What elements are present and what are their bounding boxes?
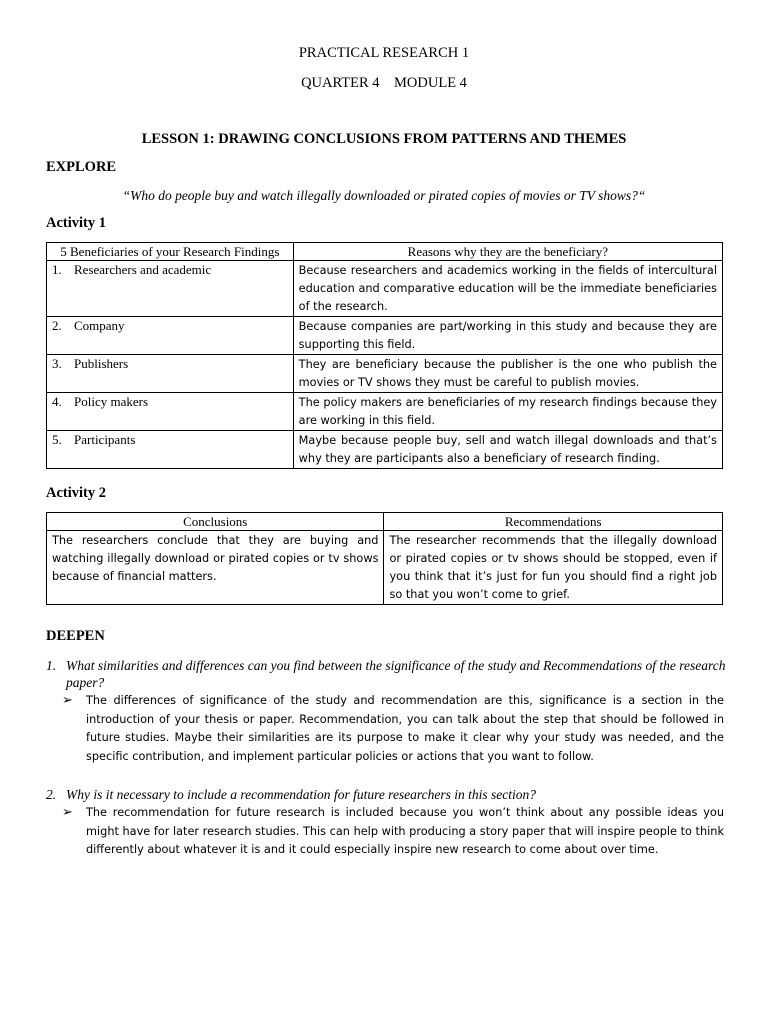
explore-question: “Who do people buy and watch illegally downloaded or pirated copies of movies or TV shows?“	[122, 188, 646, 203]
arrow-bullet-icon: ➢	[62, 805, 73, 820]
reason-cell: Maybe because people buy, sell and watch illegal downloads and that’s why they are participants also a beneficiary of research finding.	[293, 431, 722, 469]
course-title: PRACTICAL RESEARCH 1	[298, 45, 470, 61]
beneficiary-cell: 5. Participants	[47, 431, 294, 469]
table-row	[47, 531, 723, 605]
beneficiary-cell: 3. Publishers	[47, 355, 294, 393]
table-row	[47, 261, 723, 317]
column-header: Reasons why they are the beneficiary?	[293, 243, 722, 261]
beneficiary-cell: 2. Company	[47, 317, 294, 355]
activity1-heading: Activity 1	[46, 215, 106, 231]
answer-2	[62, 804, 724, 860]
lesson-title: LESSON 1: DRAWING CONCLUSIONS FROM PATTERNS AND THEMES	[141, 131, 627, 147]
reason-cell: Because researchers and academics working in the fields of intercultural education and comparative education will be the immediate beneficiaries of the research.	[293, 261, 722, 317]
conclusions-table	[46, 512, 723, 605]
arrow-bullet-icon: ➢	[62, 693, 73, 708]
table-header-row	[47, 243, 723, 261]
beneficiaries-table	[46, 242, 723, 469]
activity2-heading: Activity 2	[46, 485, 106, 501]
question-number: 1.	[46, 658, 57, 673]
table-row	[47, 317, 723, 355]
column-header: 5 Beneficiaries of your Research Findings	[47, 243, 294, 261]
question-text: Why is it necessary to include a recommendation for future researchers in this section?	[66, 787, 537, 802]
question-2	[46, 786, 726, 803]
answer-1	[62, 692, 724, 766]
table-header-row	[47, 513, 723, 531]
recommendation-cell: The researcher recommends that the illegally download or pirated copies or tv shows should be stopped, even if you think that it’s just for fun you should find a right job so that you won’t come to grief.	[384, 531, 723, 605]
reason-cell: Because companies are part/working in this study and because they are supporting this field.	[293, 317, 722, 355]
table-row	[47, 355, 723, 393]
table-row	[47, 393, 723, 431]
table-row	[47, 431, 723, 469]
module-title: QUARTER 4 MODULE 4	[301, 75, 467, 91]
explore-heading: EXPLORE	[46, 159, 117, 175]
conclusion-cell: The researchers conclude that they are buying and watching illegally download or pirated copies or tv shows because of financial matters.	[47, 531, 384, 605]
reason-cell: They are beneficiary because the publisher is the one who publish the movies or TV shows they must be careful to publish movies.	[293, 355, 722, 393]
reason-cell: The policy makers are beneficiaries of my research findings because they are working in this field.	[293, 393, 722, 431]
answer-text: The differences of significance of the study and recommendation are this, significance is a section in the introduction of your thesis or paper. Recommendation, you can talk about the step that should be followed in future studies. Maybe their similarities are its purpose to make it clear why your study was needed, and the specific contribution, and implement particular policies or actions that you want to follow.	[86, 694, 724, 763]
beneficiary-cell: 1. Researchers and academic	[47, 261, 294, 317]
column-header: Recommendations	[384, 513, 723, 531]
question-text: What similarities and differences can you find between the significance of the study and Recommendations of the research paper?	[66, 658, 726, 690]
column-header: Conclusions	[47, 513, 384, 531]
question-1	[46, 657, 726, 691]
beneficiary-cell: 4. Policy makers	[47, 393, 294, 431]
answer-text: The recommendation for future research is included because you won’t think about any possible ideas you might have for later research studies. This can help with producing a story paper that will inspire people to think differently about whatever it is and it could especially inspire new research to come about over time.	[86, 806, 724, 856]
question-number: 2.	[46, 787, 57, 802]
deepen-heading: DEEPEN	[46, 628, 105, 644]
